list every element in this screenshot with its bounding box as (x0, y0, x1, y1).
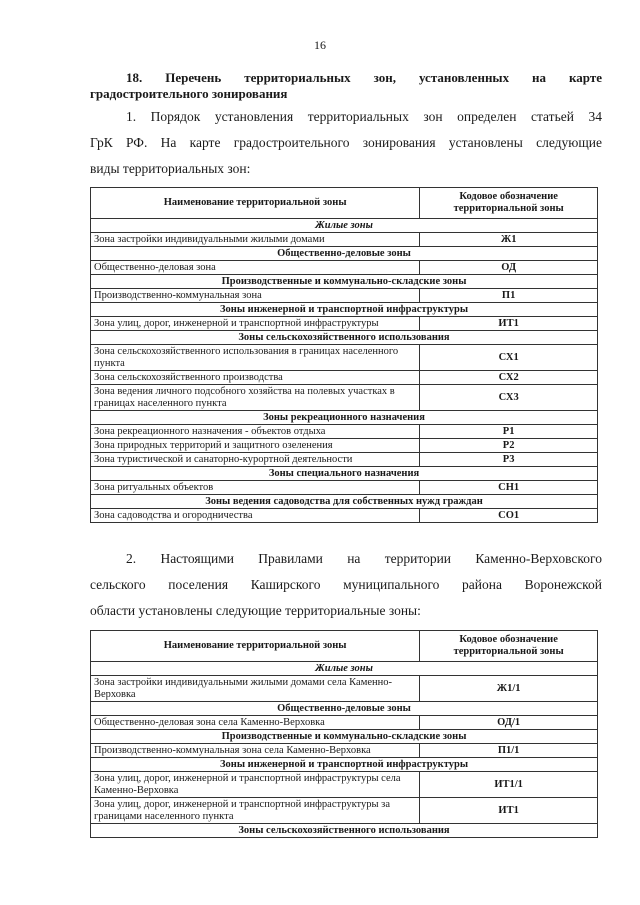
table-row (91, 439, 598, 453)
zone-code-cell: ИТ1/1 (420, 772, 598, 798)
zone-name-cell: Зона улиц, дорог, инженерной и транспортной инфраструктуры за границами населенного пункта (91, 798, 420, 824)
zone-code-cell: СО1 (420, 509, 598, 523)
table-row (91, 233, 598, 247)
zone-name-cell: Зона ритуальных объектов (91, 481, 420, 495)
zone-code-cell: П1/1 (420, 744, 598, 758)
zone-code-cell: Ж1/1 (420, 676, 598, 702)
zone-group-row (91, 411, 598, 425)
zone-code-cell: Ж1 (420, 233, 598, 247)
zone-name-cell: Зона улиц, дорог, инженерной и транспортной инфраструктуры села Каменно-Верховка (91, 772, 420, 798)
column-header-name: Наименование территориальной зоны (91, 631, 420, 662)
zone-code-cell: СХ2 (420, 371, 598, 385)
table-row (91, 453, 598, 467)
paragraph-2 (90, 546, 602, 624)
zone-group-label: Жилые зоны (91, 219, 598, 233)
zone-code-cell: ОД/1 (420, 716, 598, 730)
zone-code-cell: СХ3 (420, 385, 598, 411)
table-row (91, 317, 598, 331)
column-header-code: Кодовое обозначение территориальной зоны (420, 631, 598, 662)
table-row (91, 425, 598, 439)
section-heading-line-1: 18. Перечень территориальных зон, установленных на карте (126, 70, 602, 85)
zone-group-row (91, 275, 598, 289)
zone-group-row (91, 303, 598, 317)
zone-group-label: Производственные и коммунально-складские зоны (91, 275, 598, 289)
zone-code-cell: ИТ1 (420, 317, 598, 331)
zone-group-label: Зоны специального назначения (91, 467, 598, 481)
paragraph-line: 1. Порядок установления территориальных зон определен статьей 34 (126, 109, 602, 124)
table-body (91, 662, 598, 838)
zone-group-row (91, 758, 598, 772)
zone-code-cell: СХ1 (420, 345, 598, 371)
zone-group-row (91, 495, 598, 509)
zone-group-row (91, 730, 598, 744)
zone-group-label: Зоны инженерной и транспортной инфраструктуры (91, 303, 598, 317)
zone-group-label: Зоны сельскохозяйственного использования (91, 331, 598, 345)
paragraph-line: 2. Настоящими Правилами на территории Каменно-Верховского (126, 551, 602, 566)
zone-group-label: Зоны ведения садоводства для собственных нужд граждан (91, 495, 598, 509)
zone-code-cell: СН1 (420, 481, 598, 495)
zone-name-cell: Зона застройки индивидуальными жилыми домами села Каменно-Верховка (91, 676, 420, 702)
zone-code-cell: ОД (420, 261, 598, 275)
zone-group-label: Жилые зоны (91, 662, 598, 676)
zone-name-cell: Зона улиц, дорог, инженерной и транспортной инфраструктуры (91, 317, 420, 331)
zone-name-cell: Общественно-деловая зона (91, 261, 420, 275)
zone-name-cell: Зона рекреационного назначения - объектов отдыха (91, 425, 420, 439)
zone-code-cell: Р3 (420, 453, 598, 467)
zone-name-cell: Зона садоводства и огородничества (91, 509, 420, 523)
zone-group-label: Зоны сельскохозяйственного использования (91, 824, 598, 838)
section-heading-line-2: градостроительного зонирования (90, 86, 288, 101)
zone-name-cell: Зона ведения личного подсобного хозяйства на полевых участках в границах населенного пункта (91, 385, 420, 411)
table-row (91, 676, 598, 702)
zone-group-row (91, 219, 598, 233)
zone-name-cell: Зона туристической и санаторно-курортной деятельности (91, 453, 420, 467)
table-row (91, 509, 598, 523)
page-number: 16 (314, 38, 326, 52)
zone-group-row (91, 331, 598, 345)
table-row (91, 345, 598, 371)
zone-name-cell: Зона сельскохозяйственного производства (91, 371, 420, 385)
table-row (91, 289, 598, 303)
zone-name-cell: Производственно-коммунальная зона (91, 289, 420, 303)
paragraph-1 (90, 104, 602, 182)
zone-code-cell: П1 (420, 289, 598, 303)
table-body (91, 219, 598, 523)
zone-name-cell: Зона сельскохозяйственного использования в границах населенного пункта (91, 345, 420, 371)
zone-group-row (91, 662, 598, 676)
zones-table-2 (90, 630, 598, 838)
table-row (91, 716, 598, 730)
table-row (91, 371, 598, 385)
column-header-code: Кодовое обозначение территориальной зоны (420, 188, 598, 219)
zone-group-label: Зоны рекреационного назначения (91, 411, 598, 425)
zone-name-cell: Зона природных территорий и защитного озеленения (91, 439, 420, 453)
zone-group-row (91, 824, 598, 838)
zone-group-row (91, 467, 598, 481)
zone-group-row (91, 702, 598, 716)
section-heading (90, 70, 602, 102)
zones-table-1 (90, 187, 598, 523)
table-row (91, 385, 598, 411)
zone-group-label: Общественно-деловые зоны (91, 247, 598, 261)
zone-code-cell: Р1 (420, 425, 598, 439)
paragraph-line: области установлены следующие территориальные зоны: (90, 603, 421, 618)
zone-name-cell: Зона застройки индивидуальными жилыми домами (91, 233, 420, 247)
zone-group-row (91, 247, 598, 261)
zone-group-label: Общественно-деловые зоны (91, 702, 598, 716)
zone-group-label: Производственные и коммунально-складские зоны (91, 730, 598, 744)
table-row (91, 772, 598, 798)
table-row (91, 261, 598, 275)
zone-group-label: Зоны инженерной и транспортной инфраструктуры (91, 758, 598, 772)
paragraph-line: виды территориальных зон: (90, 161, 251, 176)
table-row (91, 481, 598, 495)
zone-name-cell: Общественно-деловая зона села Каменно-Верховка (91, 716, 420, 730)
zone-code-cell: Р2 (420, 439, 598, 453)
zone-name-cell: Производственно-коммунальная зона села Каменно-Верховка (91, 744, 420, 758)
paragraph-line: ГрК РФ. На карте градостроительного зонирования установлены следующие (90, 135, 602, 150)
zone-code-cell: ИТ1 (420, 798, 598, 824)
column-header-name: Наименование территориальной зоны (91, 188, 420, 219)
table-row (91, 744, 598, 758)
table-row (91, 798, 598, 824)
paragraph-line: сельского поселения Каширского муниципального района Воронежской (90, 577, 602, 592)
